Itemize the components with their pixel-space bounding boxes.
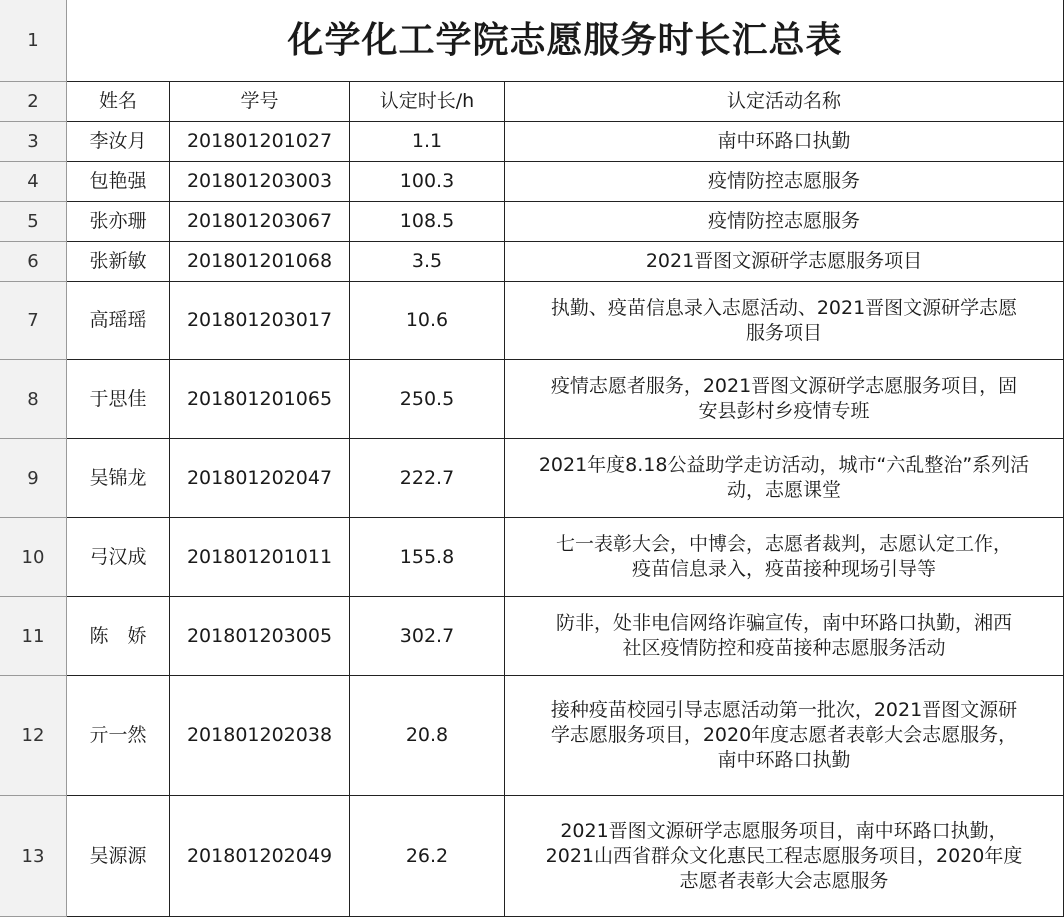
activity-cell[interactable] [505,242,1064,282]
hours-text: 26.2 [405,844,449,867]
name-text: 张亦珊 [89,210,147,232]
header-activity-cell[interactable] [505,82,1064,122]
activity-cell[interactable] [505,518,1064,597]
activity-text: 南中环路口执勤 [717,130,851,152]
row-header-9[interactable] [0,439,67,518]
activity-text: 疫情志愿者服务，2021晋图文源研学志愿服务项目，固 安县彭村乡疫情专班 [550,375,1018,422]
row-header-13[interactable] [0,796,67,917]
student-id-text: 201801202049 [186,844,333,867]
student-id-text: 201801201068 [186,250,333,272]
row-header-5[interactable] [0,202,67,242]
hours-text: 155.8 [399,545,455,568]
row-header-10[interactable] [0,518,67,597]
activity-cell[interactable] [505,360,1064,439]
name-cell[interactable] [67,439,170,518]
activity-text: 2021晋图文源研学志愿服务项目，南中环路口执勤， 2021山西省群众文化惠民工程志愿服务项目，2020年度 志愿者表彰大会志愿服务 [545,819,1023,892]
hours-text: 1.1 [411,130,443,152]
activity-cell[interactable] [505,162,1064,202]
student-id-text: 201801202047 [186,466,333,489]
header-activity: 认定活动名称 [726,90,841,112]
hours-text: 108.5 [399,210,455,232]
activity-cell[interactable] [505,597,1064,676]
student-id-text: 201801203003 [186,170,333,192]
name-text: 李汝月 [89,130,147,152]
row-header-4[interactable] [0,162,67,202]
hours-cell[interactable] [350,360,505,439]
hours-text: 250.5 [399,387,455,410]
name-cell[interactable] [67,162,170,202]
row-header-7[interactable] [0,282,67,360]
row-number: 13 [21,845,45,867]
row-number: 7 [27,310,39,331]
hours-text: 302.7 [399,624,455,647]
hours-cell[interactable] [350,122,505,162]
hours-text: 10.6 [405,309,449,331]
student-id-cell[interactable] [170,122,350,162]
name-text: 高瑶瑶 [89,309,147,331]
activity-text: 七一表彰大会，中博会，志愿者裁判，志愿认定工作， 疫苗信息录入，疫苗接种现场引导等 [555,533,1012,580]
header-student-id: 学号 [240,90,279,112]
activity-cell[interactable] [505,676,1064,796]
student-id-cell[interactable] [170,439,350,518]
row-number: 6 [27,251,39,272]
student-id-text: 201801203005 [186,624,333,647]
name-cell[interactable] [67,282,170,360]
hours-cell[interactable] [350,162,505,202]
name-text: 陈 娇 [89,624,147,647]
row-header-1[interactable] [0,0,67,82]
student-id-cell[interactable] [170,518,350,597]
name-cell[interactable] [67,360,170,439]
row-number: 4 [27,171,39,192]
name-text: 弓汉成 [89,545,147,568]
activity-cell[interactable] [505,282,1064,360]
row-header-12[interactable] [0,676,67,796]
activity-text: 接种疫苗校园引导志愿活动第一批次，2021晋图文源研 学志愿服务项目，2020年度志愿者表彰大会志愿服务， 南中环路口执勤 [550,699,1018,771]
header-name: 姓名 [98,90,137,112]
activity-cell[interactable] [505,796,1064,917]
row-header-2[interactable] [0,82,67,122]
activity-text: 防非，处非电信网络诈骗宣传，南中环路口执勤，湘西 社区疫情防控和疫苗接种志愿服务活动 [555,612,1012,659]
name-cell[interactable] [67,518,170,597]
row-number: 3 [27,131,39,152]
activity-cell[interactable] [505,202,1064,242]
hours-text: 100.3 [399,170,455,192]
row-header-11[interactable] [0,597,67,676]
activity-text: 2021年度8.18公益助学走访活动，城市“六乱整治”系列活 动，志愿课堂 [538,454,1030,501]
student-id-text: 201801201065 [186,387,333,410]
row-number: 9 [27,467,39,489]
hours-text: 3.5 [411,250,443,272]
activity-text: 执勤、疫苗信息录入志愿活动、2021晋图文源研学志愿 服务项目 [550,296,1018,344]
name-cell[interactable] [67,202,170,242]
hours-cell[interactable] [350,518,505,597]
row-number: 2 [27,91,39,112]
hours-cell[interactable] [350,202,505,242]
hours-cell[interactable] [350,676,505,796]
hours-cell[interactable] [350,282,505,360]
name-text: 吴锦龙 [89,466,147,489]
student-id-cell[interactable] [170,676,350,796]
hours-cell[interactable] [350,796,505,917]
name-text: 于思佳 [89,387,147,410]
student-id-cell[interactable] [170,162,350,202]
row-number: 12 [21,725,45,746]
sheet-title: 化学化工学院志愿服务时长汇总表 [287,20,843,61]
name-text: 包艳强 [89,170,147,192]
row-header-6[interactable] [0,242,67,282]
activity-text: 2021晋图文源研学志愿服务项目 [645,250,923,272]
name-text: 亓一然 [89,724,147,746]
student-id-cell[interactable] [170,242,350,282]
header-name-cell[interactable] [67,82,170,122]
name-cell[interactable] [67,796,170,917]
student-id-text: 201801203017 [186,309,333,331]
name-cell[interactable] [67,242,170,282]
name-cell[interactable] [67,122,170,162]
activity-cell[interactable] [505,122,1064,162]
header-hours: 认定时长/h [379,90,475,112]
row-number: 10 [21,546,45,568]
row-number: 11 [21,625,45,647]
name-cell[interactable] [67,676,170,796]
row-number: 5 [27,211,39,232]
activity-text: 疫情防控志愿服务 [707,170,860,192]
row-number: 8 [27,388,39,410]
student-id-cell[interactable] [170,202,350,242]
student-id-cell[interactable] [170,360,350,439]
student-id-text: 201801201011 [186,545,333,568]
student-id-text: 201801202038 [186,724,333,746]
header-hours-cell[interactable] [350,82,505,122]
name-cell[interactable] [67,597,170,676]
name-text: 吴源源 [89,844,147,867]
hours-text: 222.7 [399,466,455,489]
hours-cell[interactable] [350,597,505,676]
row-header-8[interactable] [0,360,67,439]
student-id-text: 201801201027 [186,130,333,152]
sheet-title-cell[interactable] [67,0,1064,82]
student-id-text: 201801203067 [186,210,333,232]
row-header-3[interactable] [0,122,67,162]
student-id-cell[interactable] [170,282,350,360]
row-number: 1 [27,30,39,51]
name-text: 张新敏 [89,250,147,272]
hours-cell[interactable] [350,439,505,518]
header-student-id-cell[interactable] [170,82,350,122]
activity-cell[interactable] [505,439,1064,518]
student-id-cell[interactable] [170,597,350,676]
hours-text: 20.8 [405,724,449,746]
hours-cell[interactable] [350,242,505,282]
student-id-cell[interactable] [170,796,350,917]
activity-text: 疫情防控志愿服务 [707,210,860,232]
